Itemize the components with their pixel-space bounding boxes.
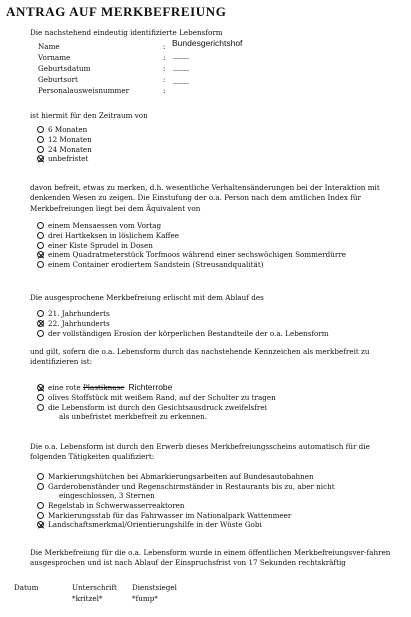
checkbox[interactable]: [37, 394, 44, 401]
activity-option[interactable]: Landschaftsmerkmal/Orientierungshilfe in der Wüste Gobi: [37, 520, 397, 530]
activity-options: [37, 472, 397, 530]
footer-datum: Datum: [14, 583, 39, 592]
mark-option[interactable]: olives Stoffstück mit weißem Rand, auf der Schulter zu tragen: [37, 393, 397, 403]
exempt-text: davon befreit, etwas zu merken, d.h. wesentliche Verhaltensänderungen bei der Interaktion mit denkenden Wesen zu zeigen. Die Einstufung der o.a. Person nach dem amtlichen Index für Merkbefreiungen liegt bei dem Äquivalent von: [30, 183, 380, 213]
field-colon: :: [163, 42, 166, 51]
checkbox[interactable]: [37, 222, 44, 229]
expiry-intro: Die ausgesprochene Merkbefreiung erlischt mit dem Ablauf des: [30, 293, 264, 302]
checkbox[interactable]: [37, 136, 44, 143]
field-colon: :: [163, 75, 166, 84]
activity-option[interactable]: Markierungsstab für das Fahrwasser im Nationalpark Wattenmeer: [37, 511, 397, 521]
field-colon: :: [163, 53, 166, 62]
qualified-text: Die o.a. Lebensform ist durch den Erwerb dieses Merkbefreiungsscheins automatisch für die folgenden Tätigkeiten qualifiziert:: [30, 442, 370, 462]
struck-word: Plastiknase: [82, 383, 125, 392]
activity-option[interactable]: Regelstab in Schwerwasserreaktoren: [37, 501, 397, 511]
checkbox[interactable]: [37, 473, 44, 480]
mark-option[interactable]: [37, 383, 397, 393]
period-option-24[interactable]: 24 Monaten: [37, 145, 397, 155]
field-value-geburtsort: --------: [173, 81, 189, 87]
period-option-12[interactable]: 12 Monaten: [37, 135, 397, 145]
equivalent-option[interactable]: einer Kiste Sprudel in Dosen: [37, 241, 397, 251]
footer-dienstsiegel-value: *fump*: [132, 594, 158, 603]
field-label-geburtsort: Geburtsort: [38, 75, 78, 84]
expiry-option[interactable]: 22. Jahrhunderts: [37, 319, 397, 329]
checkbox[interactable]: [37, 126, 44, 133]
expiry-options: [37, 309, 397, 338]
activity-option[interactable]: Markierungshütchen bei Abmarkierungsarbeiten auf Bundesautobahnen: [37, 472, 397, 482]
field-value-vorname: --------: [173, 56, 189, 62]
equivalent-option[interactable]: einem Container erodiertem Sandstein (Streusandqualität): [37, 260, 397, 270]
footer-unterschrift-value: *kritzel*: [72, 594, 103, 603]
equivalent-option[interactable]: einem Quadratmeterstück Torfmoos während einer sechswöchigen Sommerdürre: [37, 250, 397, 260]
field-colon: :: [163, 86, 166, 95]
mark-options: [37, 383, 397, 422]
expiry-option[interactable]: der vollständigen Erosion der körperlichen Bestandteile der o.a. Lebensform: [37, 329, 397, 339]
checkbox[interactable]: [37, 146, 44, 153]
field-value-name: Bundesgerichtshof: [172, 38, 243, 48]
checkbox[interactable]: [37, 330, 44, 337]
document-title: ANTRAG AUF MERKBEFREIUNG: [6, 4, 227, 19]
equivalent-options: [37, 221, 397, 270]
checkbox[interactable]: [37, 502, 44, 509]
checkbox-checked[interactable]: [37, 320, 44, 327]
field-value-geburtsdatum: --------: [173, 68, 189, 74]
field-colon: :: [163, 64, 166, 73]
period-intro: ist hiermit für den Zeitraum von: [30, 111, 148, 120]
checkbox[interactable]: [37, 483, 44, 490]
checkbox[interactable]: [37, 261, 44, 268]
period-option-unbefristet[interactable]: unbefristet: [37, 154, 397, 164]
period-option-6[interactable]: 6 Monaten: [37, 125, 397, 135]
checkbox[interactable]: [37, 512, 44, 519]
final-text: Die Merkbefreiung für die o.a. Lebensform wurde in einem öffentlichen Merkbefreiungsver-fahren ausgesprochen und ist nach Ablauf der Einspruchsfrist von 17 Sekunden rechtskräftig: [30, 548, 391, 568]
field-label-personalausweisnummer: Personalausweisnummer: [38, 86, 130, 95]
checkbox[interactable]: [37, 310, 44, 317]
field-label-vorname: Vorname: [38, 53, 71, 62]
footer-unterschrift: Unterschrift: [72, 583, 117, 592]
checkbox[interactable]: [37, 242, 44, 249]
checkbox-checked[interactable]: [37, 521, 44, 528]
checkbox-checked[interactable]: [37, 384, 44, 391]
expiry-option[interactable]: 21. Jahrhunderts: [37, 309, 397, 319]
equivalent-option[interactable]: einem Mensaessen vom Vortag: [37, 221, 397, 231]
mark-option[interactable]: die Lebensform ist durch den Gesichtsausdruck zweifelsfrei als unbefristet merkbefreit zu erkennen.: [37, 403, 397, 422]
intro-text: Die nachstehend eindeutig identifizierte Lebensform: [30, 28, 223, 37]
field-label-geburtsdatum: Geburtsdatum: [38, 64, 91, 73]
activity-option[interactable]: Garderobenständer und Regenschirmständer in Restaurants bis zu, aber nicht eingeschlossen, 3 Sternen: [37, 482, 397, 501]
valid-text: und gilt, sofern die o.a. Lebensform durch das nachstehende Kennzeichen als merkbefreit zu identifizieren ist:: [30, 347, 370, 367]
checkbox-checked[interactable]: [37, 251, 44, 258]
checkbox-checked[interactable]: [37, 155, 44, 162]
equivalent-option[interactable]: drei Hartkeksen in löslichem Kaffee: [37, 231, 397, 241]
field-label-name: Name: [38, 42, 60, 51]
mark-prefix: eine rote: [48, 383, 83, 392]
handwritten-value: Richterrobe: [128, 382, 173, 392]
footer-dienstsiegel: Dienstsiegel: [132, 583, 177, 592]
checkbox[interactable]: [37, 232, 44, 239]
checkbox[interactable]: [37, 404, 44, 411]
period-options: [37, 125, 397, 164]
